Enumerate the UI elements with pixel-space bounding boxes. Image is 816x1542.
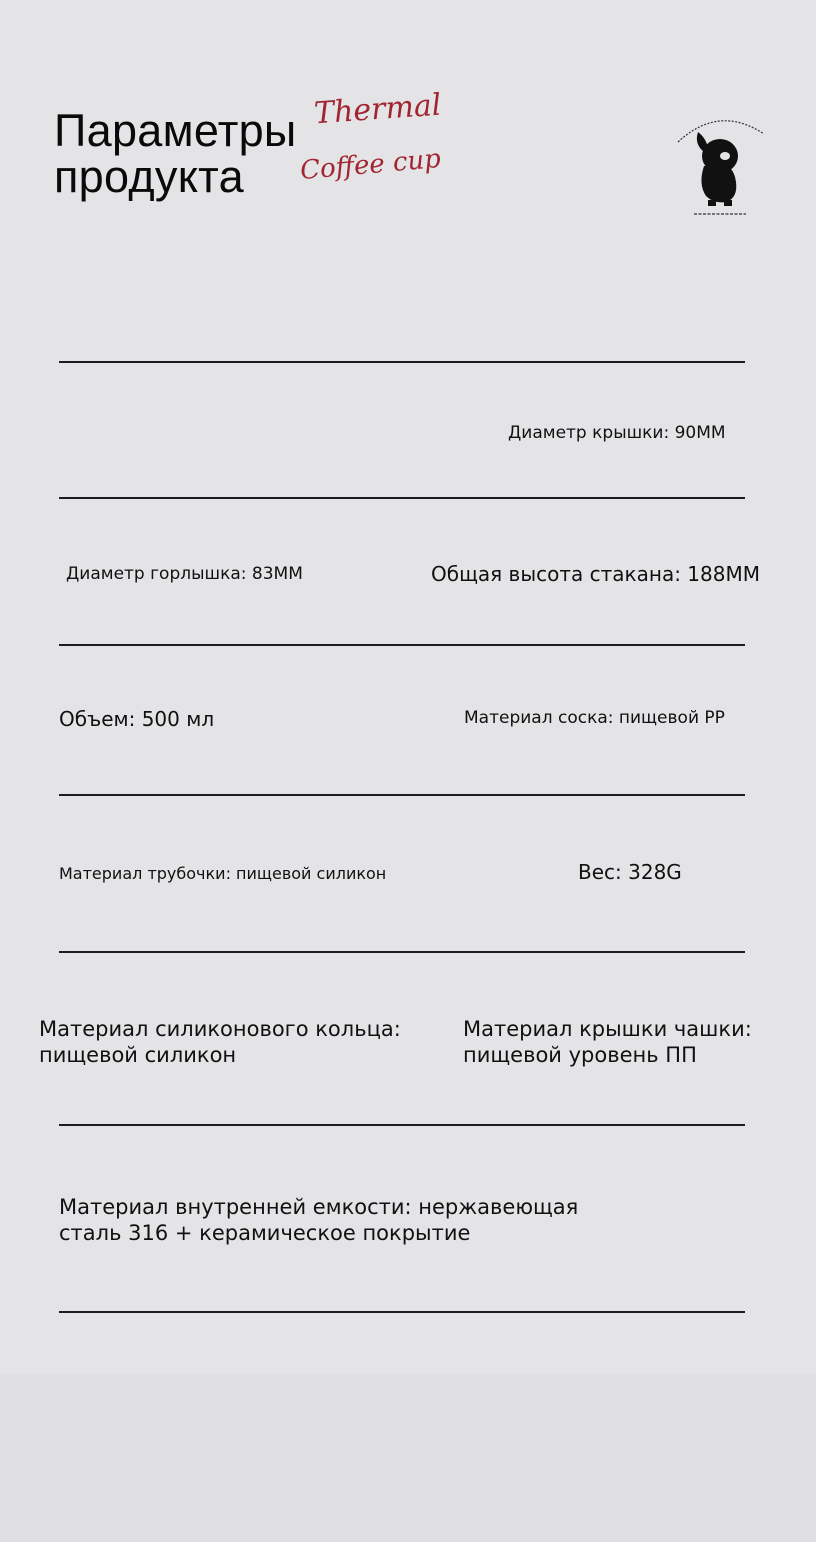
script-thermal: Thermal: [312, 87, 443, 132]
spec-cup-lid-material-line1: Материал крышки чашки:: [463, 1017, 752, 1041]
spec-volume: Объем: 500 мл: [59, 707, 215, 731]
divider-rule: [59, 794, 745, 796]
spec-ring-material: [39, 1016, 439, 1068]
spec-ring-material-line1: Материал силиконового кольца:: [39, 1017, 401, 1041]
spec-inner-material-line2: сталь 316 + керамическое покрытие: [59, 1221, 471, 1245]
spec-inner-material-line1: Материал внутренней емкости: нержавеющая: [59, 1195, 579, 1219]
divider-rule: [59, 497, 745, 499]
script-coffee-cup: Coffee cup: [298, 143, 443, 187]
spec-neck-diameter: Диаметр горлышка: 83MM: [66, 564, 303, 584]
spec-lid-diameter: Диаметр крышки: 90MM: [508, 423, 726, 443]
title-line-1: Параметры: [54, 105, 297, 156]
spec-weight: Вес: 328G: [578, 860, 682, 884]
spec-cup-lid-material-line2: пищевой уровень ПП: [463, 1043, 697, 1067]
divider-rule: [59, 1124, 745, 1126]
spec-total-height: Общая высота стакана: 188MM: [431, 562, 760, 586]
spec-spout-material: Материал соска: пищевой PP: [464, 708, 725, 728]
spec-inner-material: [59, 1194, 679, 1246]
page-title: [54, 105, 297, 202]
astronaut-logo-icon: [664, 104, 774, 222]
divider-rule: [59, 951, 745, 953]
spec-straw-material: Материал трубочки: пищевой силикон: [59, 864, 387, 883]
divider-rule: [59, 361, 745, 363]
spec-ring-material-line2: пищевой силикон: [39, 1043, 237, 1067]
divider-rule: [59, 644, 745, 646]
footer-band: [0, 1375, 816, 1542]
spec-cup-lid-material: [463, 1016, 783, 1068]
divider-rule: [59, 1311, 745, 1313]
title-line-2: продукта: [54, 151, 244, 202]
